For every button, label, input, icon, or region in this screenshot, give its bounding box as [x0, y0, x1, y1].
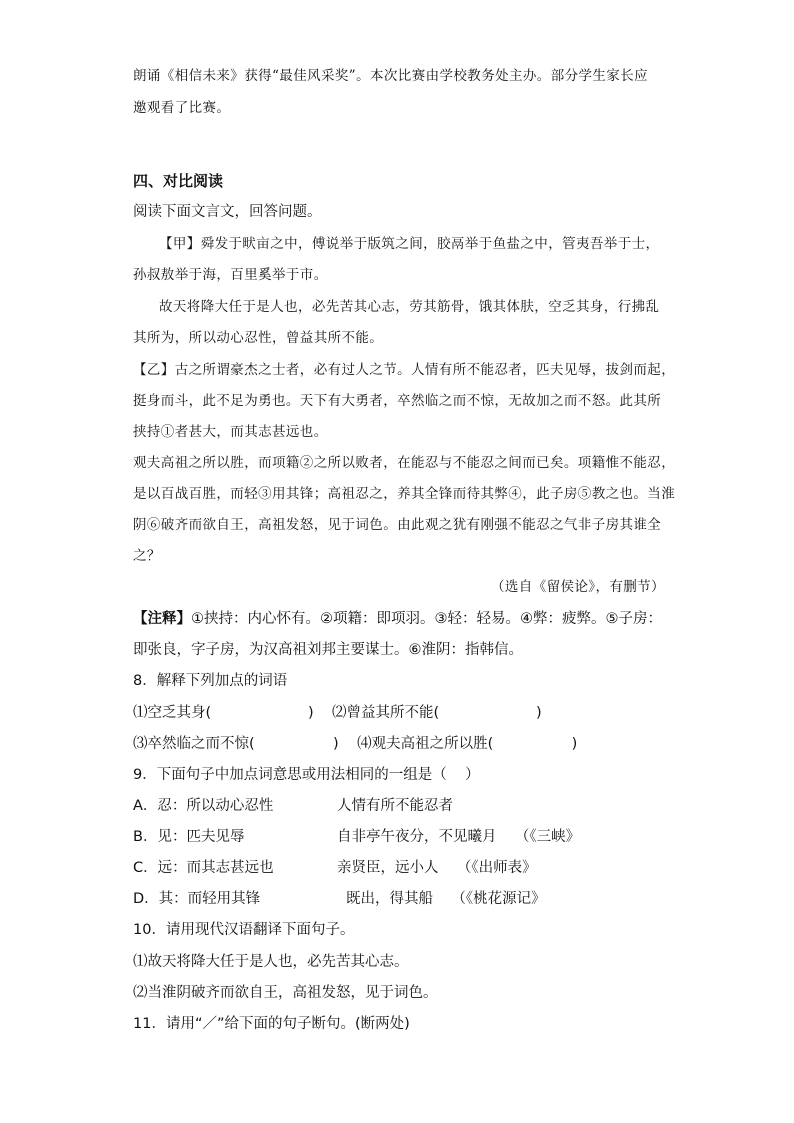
notes-line-2: 即张良，字子房，为汉高祖刘邦主要谋士。⑥淮阴：指韩信。 — [133, 642, 523, 658]
q10-stem: 10．请用现代汉语翻译下面句子。 — [133, 922, 355, 938]
yi-line-1: 【乙】古之所谓豪杰之士者，必有过人之节。人情有所不能忍者，匹夫见辱，拔剑而起， — [133, 362, 676, 378]
q9-option-a-right: 人情有所不能忍者 — [337, 798, 453, 814]
yi-line-3: 挟持①者甚大，而其志甚远也。 — [133, 424, 328, 440]
notes-text-1: ①挟持：内心怀有。②项籍：即项羽。③轻：轻易。④弊：疲弊。⑤子房： — [191, 611, 662, 627]
q10-sentence-1: ⑴故天将降大任于是人也，必先苦其心志。 — [133, 954, 409, 970]
q9-option-b: B．见：匹夫见辱 — [133, 829, 245, 845]
q9-option-c: C．远：而其志甚远也 — [133, 860, 274, 876]
yi-line-6: 阴⑥破齐而欲自王，高祖发怒，见于词色。由此观之犹有刚强不能忍之气非子房其谁全 — [133, 517, 662, 533]
jia-p2-line-2: 其所为，所以动心忍性，曾益其所不能。 — [133, 330, 384, 346]
q9-option-d: D．其：而轻用其锋 — [133, 891, 261, 907]
q9-option-b-right: 自非亭午夜分，不见曦月 （《三峡》 — [337, 829, 581, 845]
q8-row-1: ⑴空乏其身( ) ⑵曾益其所不能( ) — [133, 705, 542, 721]
notes-line-1 — [133, 609, 662, 629]
q9-stem: 9．下面句子中加点词意思或用法相同的一组是（ ） — [133, 767, 480, 783]
jia-p1-line-2: 孙叔敖举于海，百里奚举于市。 — [133, 267, 328, 283]
jia-p1-line-1: 【甲】舜发于畎亩之中，傅说举于版筑之间，胶鬲举于鱼盐之中，管夷吾举于士， — [159, 236, 660, 252]
q9-option-a: A．忍：所以动心忍性 — [133, 798, 274, 814]
passage-source: （选自《留侯论》，有删节） — [491, 579, 665, 595]
yi-line-2: 挺身而斗，此不足为勇也。天下有大勇者，卒然临之而不惊，无故加之而不怒。此其所 — [133, 393, 662, 409]
section-heading: 四、对比阅读 — [133, 172, 224, 190]
jia-p2-line-1: 故天将降大任于是人也，必先苦其心志，劳其筋骨，饿其体肤，空乏其身，行拂乱 — [159, 299, 660, 315]
yi-line-5: 是以百战百胜，而轻③用其锋；高祖忍之，养其全锋而待其弊④，此子房⑤教之也。当淮 — [133, 486, 676, 502]
section-instruction: 阅读下面文言文，回答问题。 — [133, 204, 322, 220]
q8-stem: 8．解释下列加点的词语 — [133, 673, 288, 689]
intro-line-2: 邀观看了比赛。 — [133, 100, 231, 116]
yi-line-7: 之？ — [133, 548, 161, 564]
intro-line-1: 朗诵《相信未来》获得“最佳风采奖”。本次比赛由学校教务处主办。部分学生家长应 — [133, 68, 649, 84]
q9-option-c-right: 亲贤臣，远小人 （《出师表》 — [337, 860, 537, 876]
q11-stem: 11．请用“／”给下面的句子断句。(断两处) — [133, 1016, 410, 1032]
notes-label: 【注释】 — [133, 611, 191, 627]
q8-row-2: ⑶卒然临之而不惊( ) ⑷观夫高祖之所以胜( ) — [133, 736, 578, 752]
q10-sentence-2: ⑵当淮阴破齐而欲自王，高祖发怒，见于词色。 — [133, 985, 438, 1001]
q9-option-d-right: 既出，得其船 （《桃花源记》 — [346, 891, 546, 907]
yi-line-4: 观夫高祖之所以胜，而项籍②之所以败者，在能忍与不能忍之间而已矣。项籍惟不能忍， — [133, 455, 676, 471]
